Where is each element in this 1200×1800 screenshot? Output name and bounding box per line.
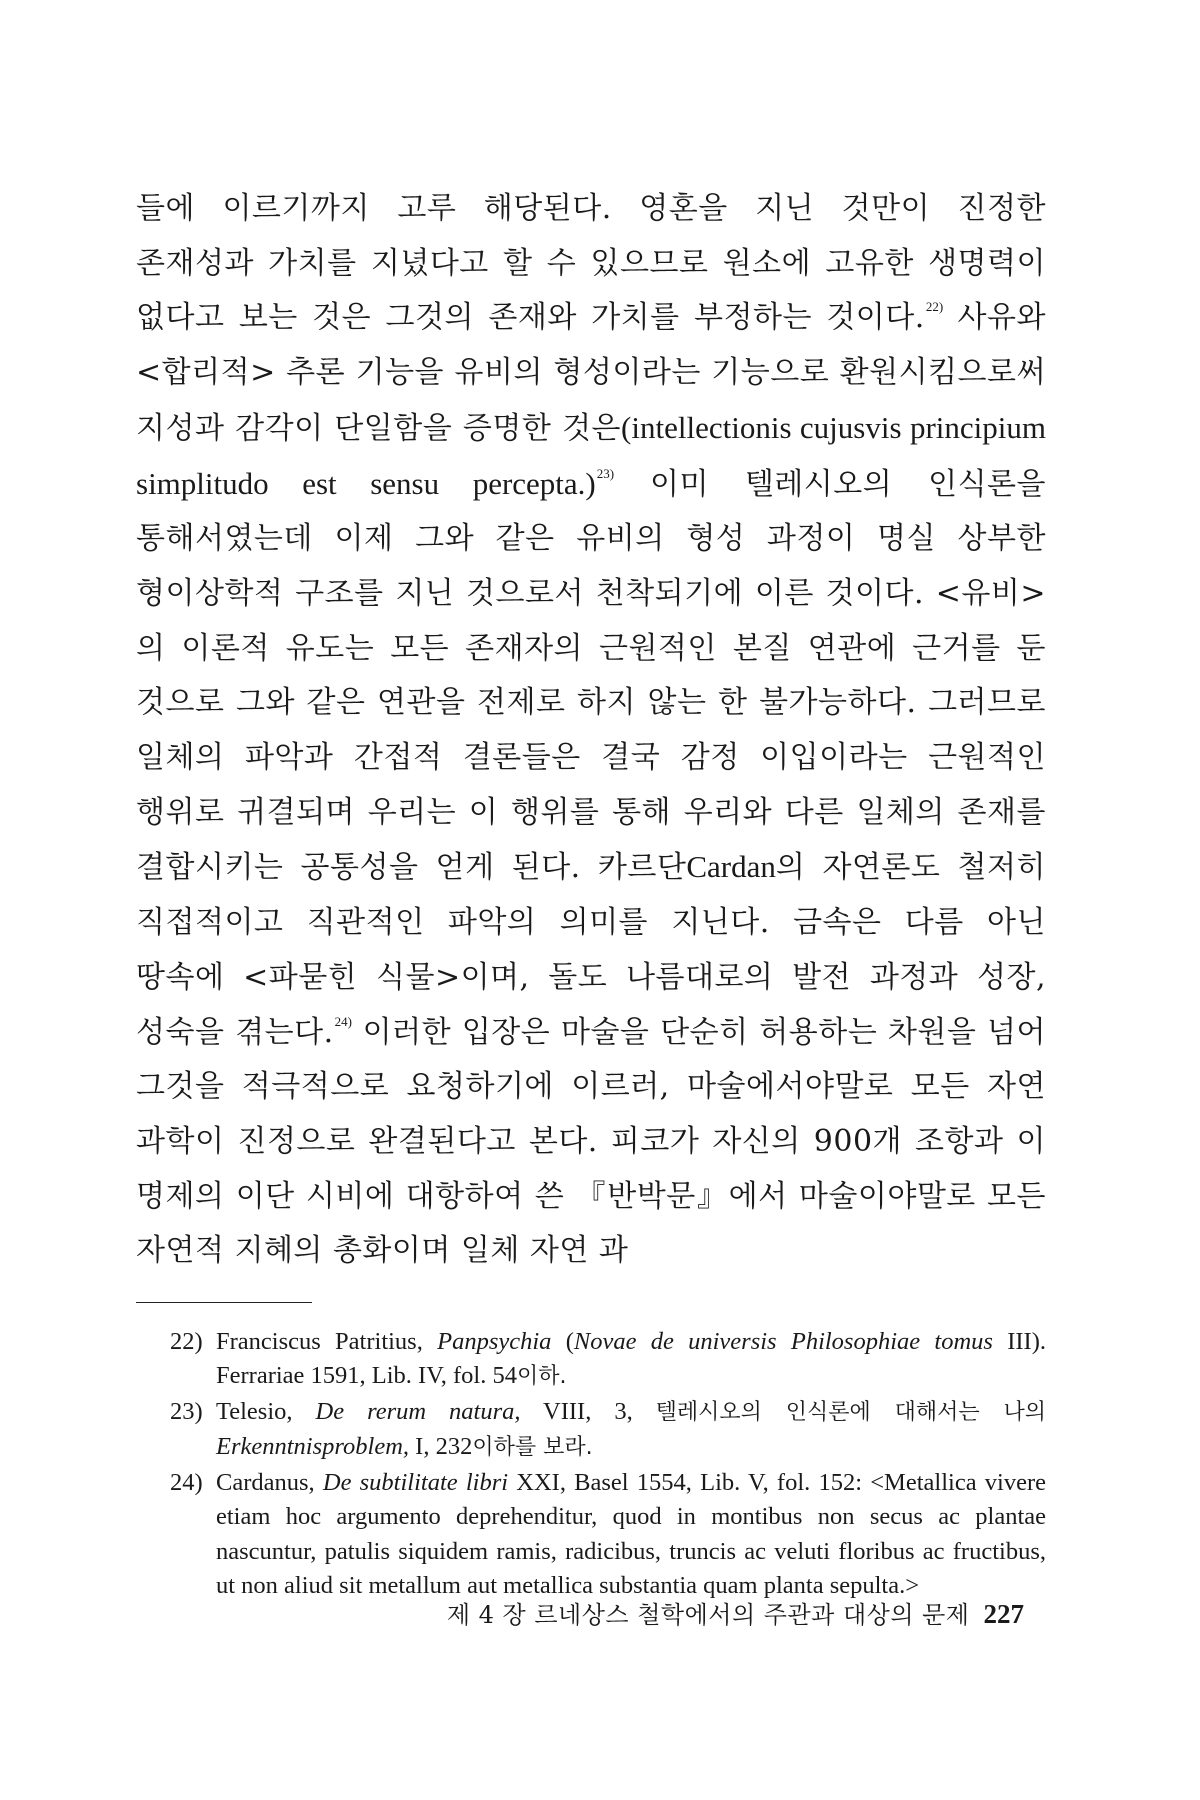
body-text-1: 들에 이르기까지 고루 해당된다. 영혼을 지닌 것만이 진정한 존재성과 가치를 지녔다고 할 수 있으므로 원소에 고유한 생명력이 없다고 보는 것은 그것의 존재와 가치를 부정하는 것이다. <box>136 191 1046 336</box>
footnote-korean-text: 이하를 보라. <box>472 1435 593 1461</box>
footnote-ref-22[interactable]: 22) <box>925 299 944 315</box>
footnote-text: ( <box>551 1328 574 1356</box>
footnotes <box>136 1325 1046 1603</box>
footnote-subtitle: Novae de universis Philosophiae tomus <box>573 1328 993 1356</box>
body-paragraph <box>136 182 1046 1279</box>
footnote-title: Erkenntnisproblem, <box>216 1433 410 1461</box>
footnote-title: De subtilitate libri <box>322 1468 509 1496</box>
page-number: 227 <box>983 1599 1024 1629</box>
body-latin-quote: (intellectionis cujusvis principium simplitudo est sensu percepta.) <box>136 409 1046 501</box>
body-latin-cardan: Cardan <box>686 849 776 885</box>
footnote-text: VIII, 3, <box>520 1397 656 1425</box>
footnote-text: XXI, Basel 1554, Lib. V, fol. 152: <Metallica vivere etiam hoc argumento deprehenditur, quod in montibus non secus ac plantae nascuntur, patulis siquidem ramis, radicibus, truncis ac veluti floribus ac fructibus, ut non aliud sit metallum aut metallica substantia quam planta sepulta.> <box>216 1468 1046 1599</box>
footnote-text: Franciscus Patritius, <box>216 1328 438 1356</box>
footnote-korean-text: 이하. <box>516 1364 567 1390</box>
page-content <box>136 182 1046 1603</box>
footnote-text: Telesio, <box>216 1397 316 1425</box>
footnote-number: 24) <box>170 1468 203 1496</box>
footnote-ref-24[interactable]: 24) <box>334 1013 352 1029</box>
footnote-title: De rerum natura, <box>315 1397 521 1425</box>
body-text-4: 의 자연론도 철저히 직접적이고 직관적인 파악의 의미를 지닌다. 금속은 다름 아닌 땅속에 <파묻힌 식물>이며, 돌도 나름대로의 발전 과정과 성장, 성숙을 겪는다. <box>136 850 1046 1050</box>
footnote-23 <box>170 1395 1046 1466</box>
footnote-number: 23) <box>170 1397 203 1425</box>
body-text-5: 이러한 입장은 마술을 단순히 허용하는 차원을 넘어 그것을 적극적으로 요청하기에 이르러, 마술에서야말로 모든 자연 과학이 진정으로 완결된다고 본다. 피코가 자신의 900개 조항과 이 명제의 이단 시비에 대항하여 쓴 『반박문』에서 마술이야말로 모든 자연적 지혜의 총화이며 일체 자연 과 <box>136 1014 1046 1269</box>
footnote-title: Panpsychia <box>437 1328 552 1356</box>
body-text-3: 이미 텔레시오의 인식론을 통해서였는데 이제 그와 같은 유비의 형성 과정이 명실 상부한 형이상학적 구조를 지닌 것으로서 천착되기에 이른 것이다. <유비>의 이론적 유도는 모든 존재자의 근원적인 본질 연관에 근거를 둔 것으로 그와 같은 연관을 전제로 하지 않는 한 불가능하다. 그러므로 일체의 파악과 간접적 결론들은 결국 감정 이입이라는 근원적인 행위로 귀결되며 우리는 이 행위를 통해 우리와 다른 일체의 존재를 결합시키는 공통성을 얻게 된다. 카르단 <box>136 466 1047 886</box>
footnote-number: 22) <box>170 1328 203 1356</box>
footnote-text: I, 232 <box>409 1433 473 1461</box>
body-text-2: 사유와 <합리적> 추론 기능을 유비의 형성이라는 기능으로 환원시킴으로써 지성과 감각이 단일함을 증명한 것은 <box>136 300 1046 446</box>
footnote-text: Cardanus, <box>216 1468 323 1496</box>
running-footer <box>136 1595 1046 1630</box>
footnote-ref-23[interactable]: 23) <box>596 465 615 481</box>
footnote-korean-text: 텔레시오의 인식론에 대해서는 나의 <box>655 1399 1047 1425</box>
footnote-22 <box>170 1325 1046 1395</box>
footnote-divider <box>136 1302 312 1303</box>
chapter-title: 제 4 장 르네상스 철학에서의 주관과 대상의 문제 <box>446 1601 970 1629</box>
footnote-text: III). Ferrariae 1591, Lib. IV, fol. 54 <box>216 1328 1046 1390</box>
footnote-24 <box>170 1466 1046 1604</box>
